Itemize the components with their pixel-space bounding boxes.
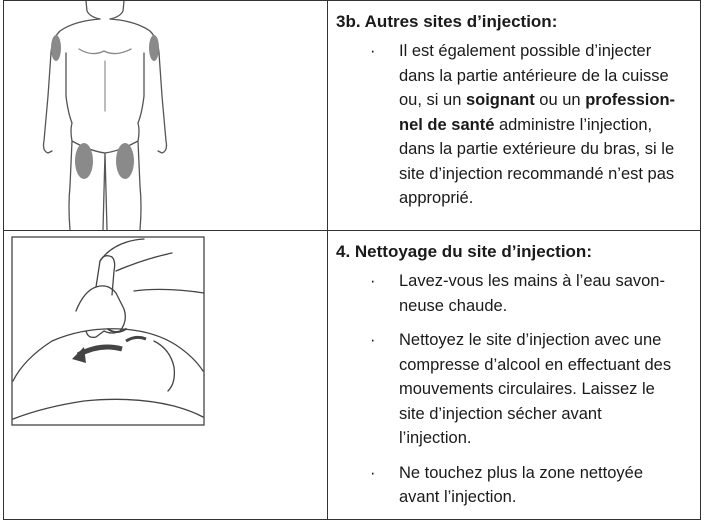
bullet-line: compresse d’alcool en effectuant des: [399, 355, 672, 374]
bullet-line: neuse chaude.: [399, 296, 508, 315]
bullet-line: Lavez-vous les mains à l’eau savon-: [399, 272, 665, 290]
bullet-item: [336, 39, 700, 211]
image-cell: [4, 1, 328, 230]
image-cell: [4, 231, 328, 519]
bullet-line: mouvements circulaires. Laissez le: [399, 380, 655, 398]
bullet-dot: ·: [370, 331, 376, 349]
bullet-line: site d’injection sécher avant: [399, 404, 602, 423]
bullet-line: Nettoyez le site d’injection avec une: [399, 331, 662, 349]
bullet-line: approprié.: [399, 189, 474, 207]
instruction-table: [3, 0, 701, 520]
bold-term-professionnel: profession-: [585, 91, 676, 109]
section-heading: 3b. Autres sites d’injection:: [336, 12, 558, 31]
bullet-line: Ne touchez plus la zone nettoyée: [399, 463, 643, 482]
table-row: [4, 231, 700, 519]
bullet-item: [336, 269, 700, 318]
table-row: [4, 1, 700, 231]
bullet-line: dans la partie extérieure du bras, si le: [399, 140, 675, 158]
body-injection-sites-icon: [4, 1, 326, 230]
bullet-line: l’injection.: [399, 429, 472, 447]
bold-term-sante: nel de santé: [399, 115, 495, 134]
cleaning-injection-site-icon: [4, 231, 326, 519]
bullet-dot: ·: [370, 272, 376, 290]
bullet-item: [336, 328, 700, 451]
text-cell: [328, 1, 700, 230]
bullet-line: dans la partie antérieure de la cuisse: [399, 66, 669, 85]
text-cell: [328, 231, 700, 519]
bullet-line: ou, si un soignant ou un profession-: [399, 91, 676, 109]
bullet-dot: ·: [370, 42, 376, 60]
bullet-line: nel de santé administre l’injection,: [399, 115, 653, 134]
bullet-dot: ·: [370, 463, 376, 482]
bullet-line: avant l’injection.: [399, 488, 517, 506]
bullet-item: [336, 461, 700, 510]
bullet-line: site d’injection recommandé n’est pas: [399, 164, 675, 183]
bold-term-soignant: soignant: [465, 91, 535, 109]
section-heading: 4. Nettoyage du site d’injection:: [336, 242, 592, 261]
bullet-line: Il est également possible d’injecter: [399, 42, 652, 60]
